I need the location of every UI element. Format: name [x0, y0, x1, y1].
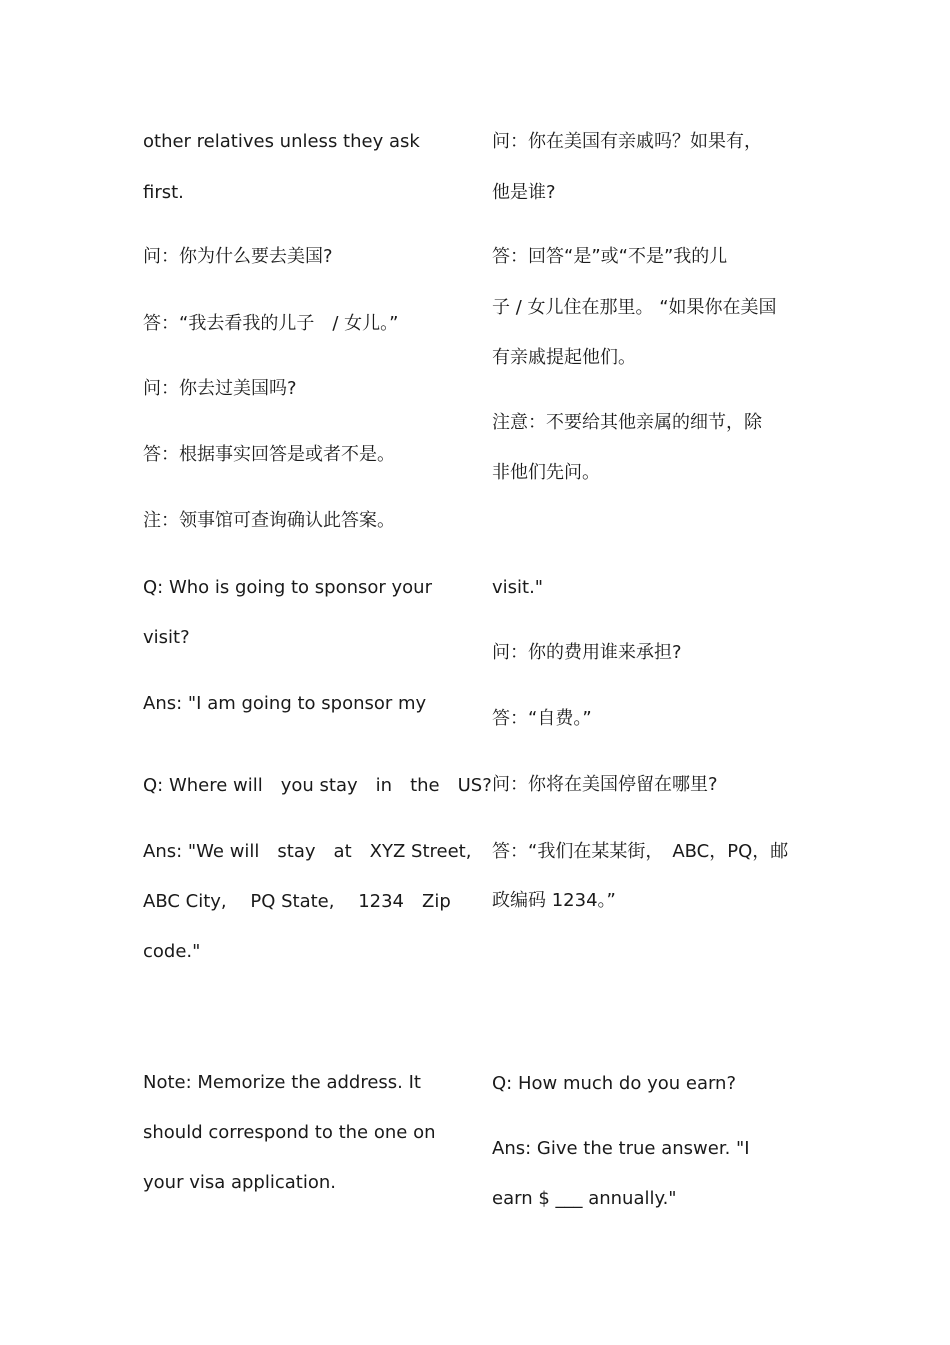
text-line: visit.": [492, 577, 544, 598]
text-line: 答：“我去看我的儿子 / 女儿。”: [143, 313, 399, 334]
text-line: 他是谁?: [492, 182, 556, 203]
text-line: 答：回答“是”或“不是”我的儿: [492, 246, 728, 267]
text-line: 注：领事馆可查询确认此答案。: [143, 510, 395, 531]
text-line: Note: Memorize the address. It: [143, 1072, 421, 1093]
text-line: Q: Who is going to sponsor your: [143, 577, 432, 598]
text-line: 问：你去过美国吗?: [143, 378, 297, 399]
text-line: 政编码 1234。”: [492, 890, 616, 911]
text-line: Ans: "We will stay at XYZ Street,: [143, 841, 472, 862]
text-line: 答：根据事实回答是或者不是。: [143, 444, 395, 465]
text-line: ABC City, PQ State, 1234 Zip: [143, 891, 451, 912]
text-line: Ans: "I am going to sponsor my: [143, 693, 427, 714]
text-line: other relatives unless they ask: [143, 131, 420, 152]
text-line: Q: How much do you earn?: [492, 1073, 737, 1094]
text-line: 答：“自费。”: [492, 708, 592, 729]
text-line: 有亲戚提起他们。: [492, 347, 636, 368]
text-line: Q: Where will you stay in the US?: [143, 775, 492, 796]
text-line: your visa application.: [143, 1172, 336, 1193]
text-line: 注意：不要给其他亲属的细节，除: [492, 412, 762, 433]
text-line: 子 / 女儿住在那里。 “如果你在美国: [492, 297, 777, 318]
text-line: code.": [143, 941, 201, 962]
text-line: should correspond to the one on: [143, 1122, 436, 1143]
text-line: 问：你为什么要去美国?: [143, 246, 333, 267]
text-line: first.: [143, 182, 184, 203]
text-line: 非他们先问。: [492, 462, 600, 483]
text-line: 问：你的费用谁来承担?: [492, 642, 682, 663]
text-line: 问：你将在美国停留在哪里?: [492, 774, 718, 795]
text-line: Ans: Give the true answer. "I: [492, 1138, 750, 1159]
text-line: 答：“我们在某某街， ABC，PQ，邮: [492, 841, 789, 862]
text-line: 问：你在美国有亲戚吗？如果有，: [492, 131, 762, 152]
text-line: earn $ ___ annually.": [492, 1188, 677, 1209]
text-line: visit?: [143, 627, 190, 648]
